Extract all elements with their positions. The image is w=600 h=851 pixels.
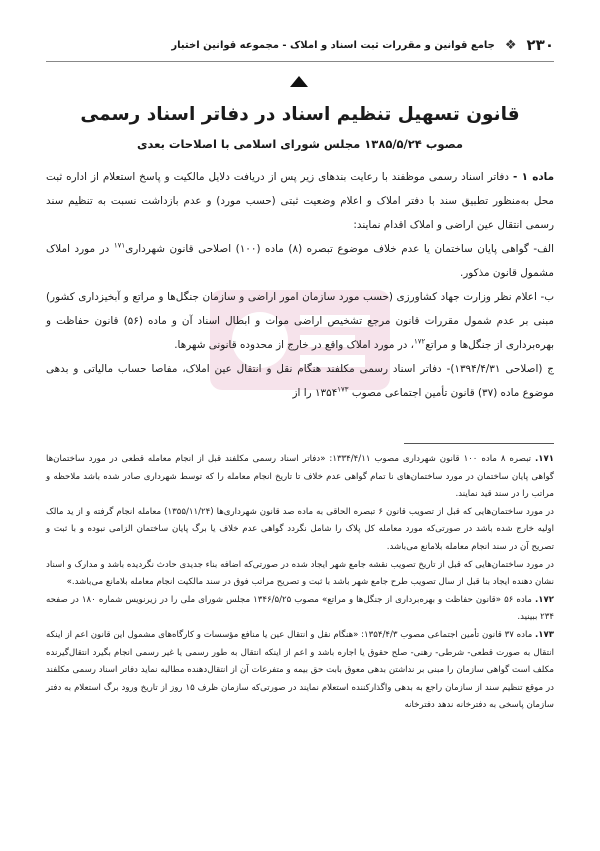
law-title: قانون تسهیل تنظیم اسناد در دفاتر اسناد رسمی (80, 104, 520, 125)
footnote-text: تبصره ۸ ماده ۱۰۰ قانون شهرداری مصوب ۱۳۳۴/۴/۱۱: «دفاتر اسناد رسمی مکلفند قبل از انجام معامله قطعی در مورد ساختمان‌ها گواهی پایان ساختمان در مورد ساختمان‌های نا تمام گواهی عدم خلاف تا تاریخ انجام معامله را که توسط شهرداری صادر شده باشد ملاحظه و مراتب را در سند قید نمایند. (46, 454, 554, 500)
footnote-number: ۱۷۱. (535, 454, 555, 464)
clause-be-tail: ، در مورد املاک واقع در خارج از محدوده قانونی شهرها. (174, 339, 415, 351)
footnotes (46, 451, 554, 715)
header-rule (46, 61, 554, 62)
article-text: دفاتر اسناد رسمی موظفند با رعایت بندهای زیر پس از دریافت دلایل مالکیت و پاسخ استعلام از اداره ثبت محل به‌منظور تطبیق سند با دفتر املاک و اعلام وضعیت ثبتی (حسب مورد) و عدم بازداشت نسبت به تنظیم سند رسمی انتقال عین اراضی و املاک اقدام نمایند: (46, 171, 554, 231)
footnote-ref[interactable]: ۱۷۱ (113, 241, 126, 250)
clause-be-text: ب- اعلام نظر وزارت جهاد کشاورزی (حسب مورد سازمان امور اراضی و سازمان جنگل‌ها و مراتع و آبخیزداری کشور) مبنی بر عدم شمول مقررات قانون مرجع تشخیص اراضی موات و ابطال اسناد آن و ماده (۵۶) قانون حفاظت و بهره‌برداری از جنگل‌ها و مراتع (46, 291, 554, 351)
clause-be (46, 285, 554, 357)
page-header (46, 34, 554, 56)
diamond-ornament-icon: ❖ (504, 37, 517, 53)
triangle-marker-icon (290, 76, 308, 87)
body-text (46, 165, 554, 405)
article-label: ماده ۱ - (513, 171, 555, 183)
footnote-171-p1 (46, 451, 554, 504)
header-right-group (171, 36, 554, 54)
clause-jim (46, 357, 554, 405)
footnote-text: ماده ۳۷ قانون تأمین اجتماعی مصوب ۱۳۵۴/۴/۳: «هنگام نقل و انتقال عین یا منافع مؤسسات و کارگاه‌های مشمول این قانون اعم از اینکه انتقال به صورت قطعی- شرطی- رهنی- صلح حقوق یا اجاره باشد و اعم از اینکه انتقال به طور رسمی یا غیر رسمی انجام بگیرد انتقال‌گیرنده مکلف است گواهی سازمان را مبنی بر نداشتن بدهی معوق بابت حق بیمه و متفرعات آن از انتقال‌دهنده مطالبه نماید دفاتر اسناد رسمی مکلفند در موقع تنظیم سند از سازمان راجع به بدهی واگذارکننده استعلام نمایند در صورتی‌که سازمان ظرف ۱۵ روز از تاریخ ورود برگ استعلام به دفتر سازمان پاسخی به دفترخانه ندهد دفترخانه (46, 629, 554, 711)
footnote-number: ۱۷۳. (534, 629, 554, 640)
footnote-ref[interactable]: ۱۷۳ (337, 385, 349, 394)
footnote-171-p3: در مورد ساختمان‌هایی که قبل از تاریخ تصویب نقشه جامع شهر ایجاد شده در صورتی‌که اضافه بناء جدیدی حادث نگردیده باشد و مدارک و اسناد نشان دهنده ایجاد بنا قبل از سال تصویب طرح جامع شهر باشد با ثبت و تصریح مراتب فوق در سند مالکیت انجام معامله بلامانع می‌باشد.» (46, 559, 554, 588)
footnote-172 (46, 592, 554, 627)
clause-alef (46, 237, 554, 285)
article-1 (46, 165, 554, 237)
footnote-number: ۱۷۲. (534, 594, 554, 605)
clause-jim-tail: را از (292, 387, 315, 399)
page-number: ۲۳۰ (526, 36, 554, 54)
clause-jim-text: ج (اصلاحی ۱۳۹۴/۴/۳۱)- دفاتر اسناد رسمی مکلفند هنگام نقل و انتقال عین املاک، مفاصا حساب مالیاتی و بدهی موضوع ماده (۳۷) قانون تأمین اجتماعی مصوب ۱۳۵۴ (46, 363, 554, 399)
footnote-rule (404, 443, 554, 444)
footnote-text: ماده ۵۶ «قانون حفاظت و بهره‌برداری از جنگل‌ها و مراتع» مصوب ۱۳۴۶/۵/۲۵ مجلس شورای ملی را در زیرنویس شماره ۱۸۰ در صفحه ۲۳۴ ببینید. (46, 594, 554, 623)
footnote-173 (46, 627, 554, 715)
law-subtitle: مصوب ۱۳۸۵/۵/۲۴ مجلس شورای اسلامی با اصلاحات بعدی (136, 137, 464, 151)
running-title: جامع قوانین و مقررات ثبت اسناد و املاک - مجموعه قوانین اختبار (171, 39, 495, 51)
footnote-171-p2: در مورد ساختمان‌هایی که قبل از تصویب قانون ۶ تبصره الحاقی به ماده صد قانون شهرداری‌ها (۱۳۵۵/۱۱/۲۴) معامله انجام گرفته و از ید مالک اولیه خارج شده باشد در صورتی‌که مورد معامله کل پلاک را شامل نگردد گواهی عدم خلاف یا برگ پایان ساختمان الزامی نبوده و با ثبت و تصریح آن در سند انجام معامله بلامانع می‌باشد. (46, 506, 554, 552)
footnote-ref[interactable]: ۱۷۲ (414, 337, 426, 346)
clause-alef-text: الف- گواهی پایان ساختمان یا عدم خلاف موضوع تبصره (۸) ماده (۱۰۰) اصلاحی قانون شهرداری (125, 243, 554, 255)
clause-alef-tail: در مورد املاک مشمول قانون مذکور. (46, 243, 554, 279)
